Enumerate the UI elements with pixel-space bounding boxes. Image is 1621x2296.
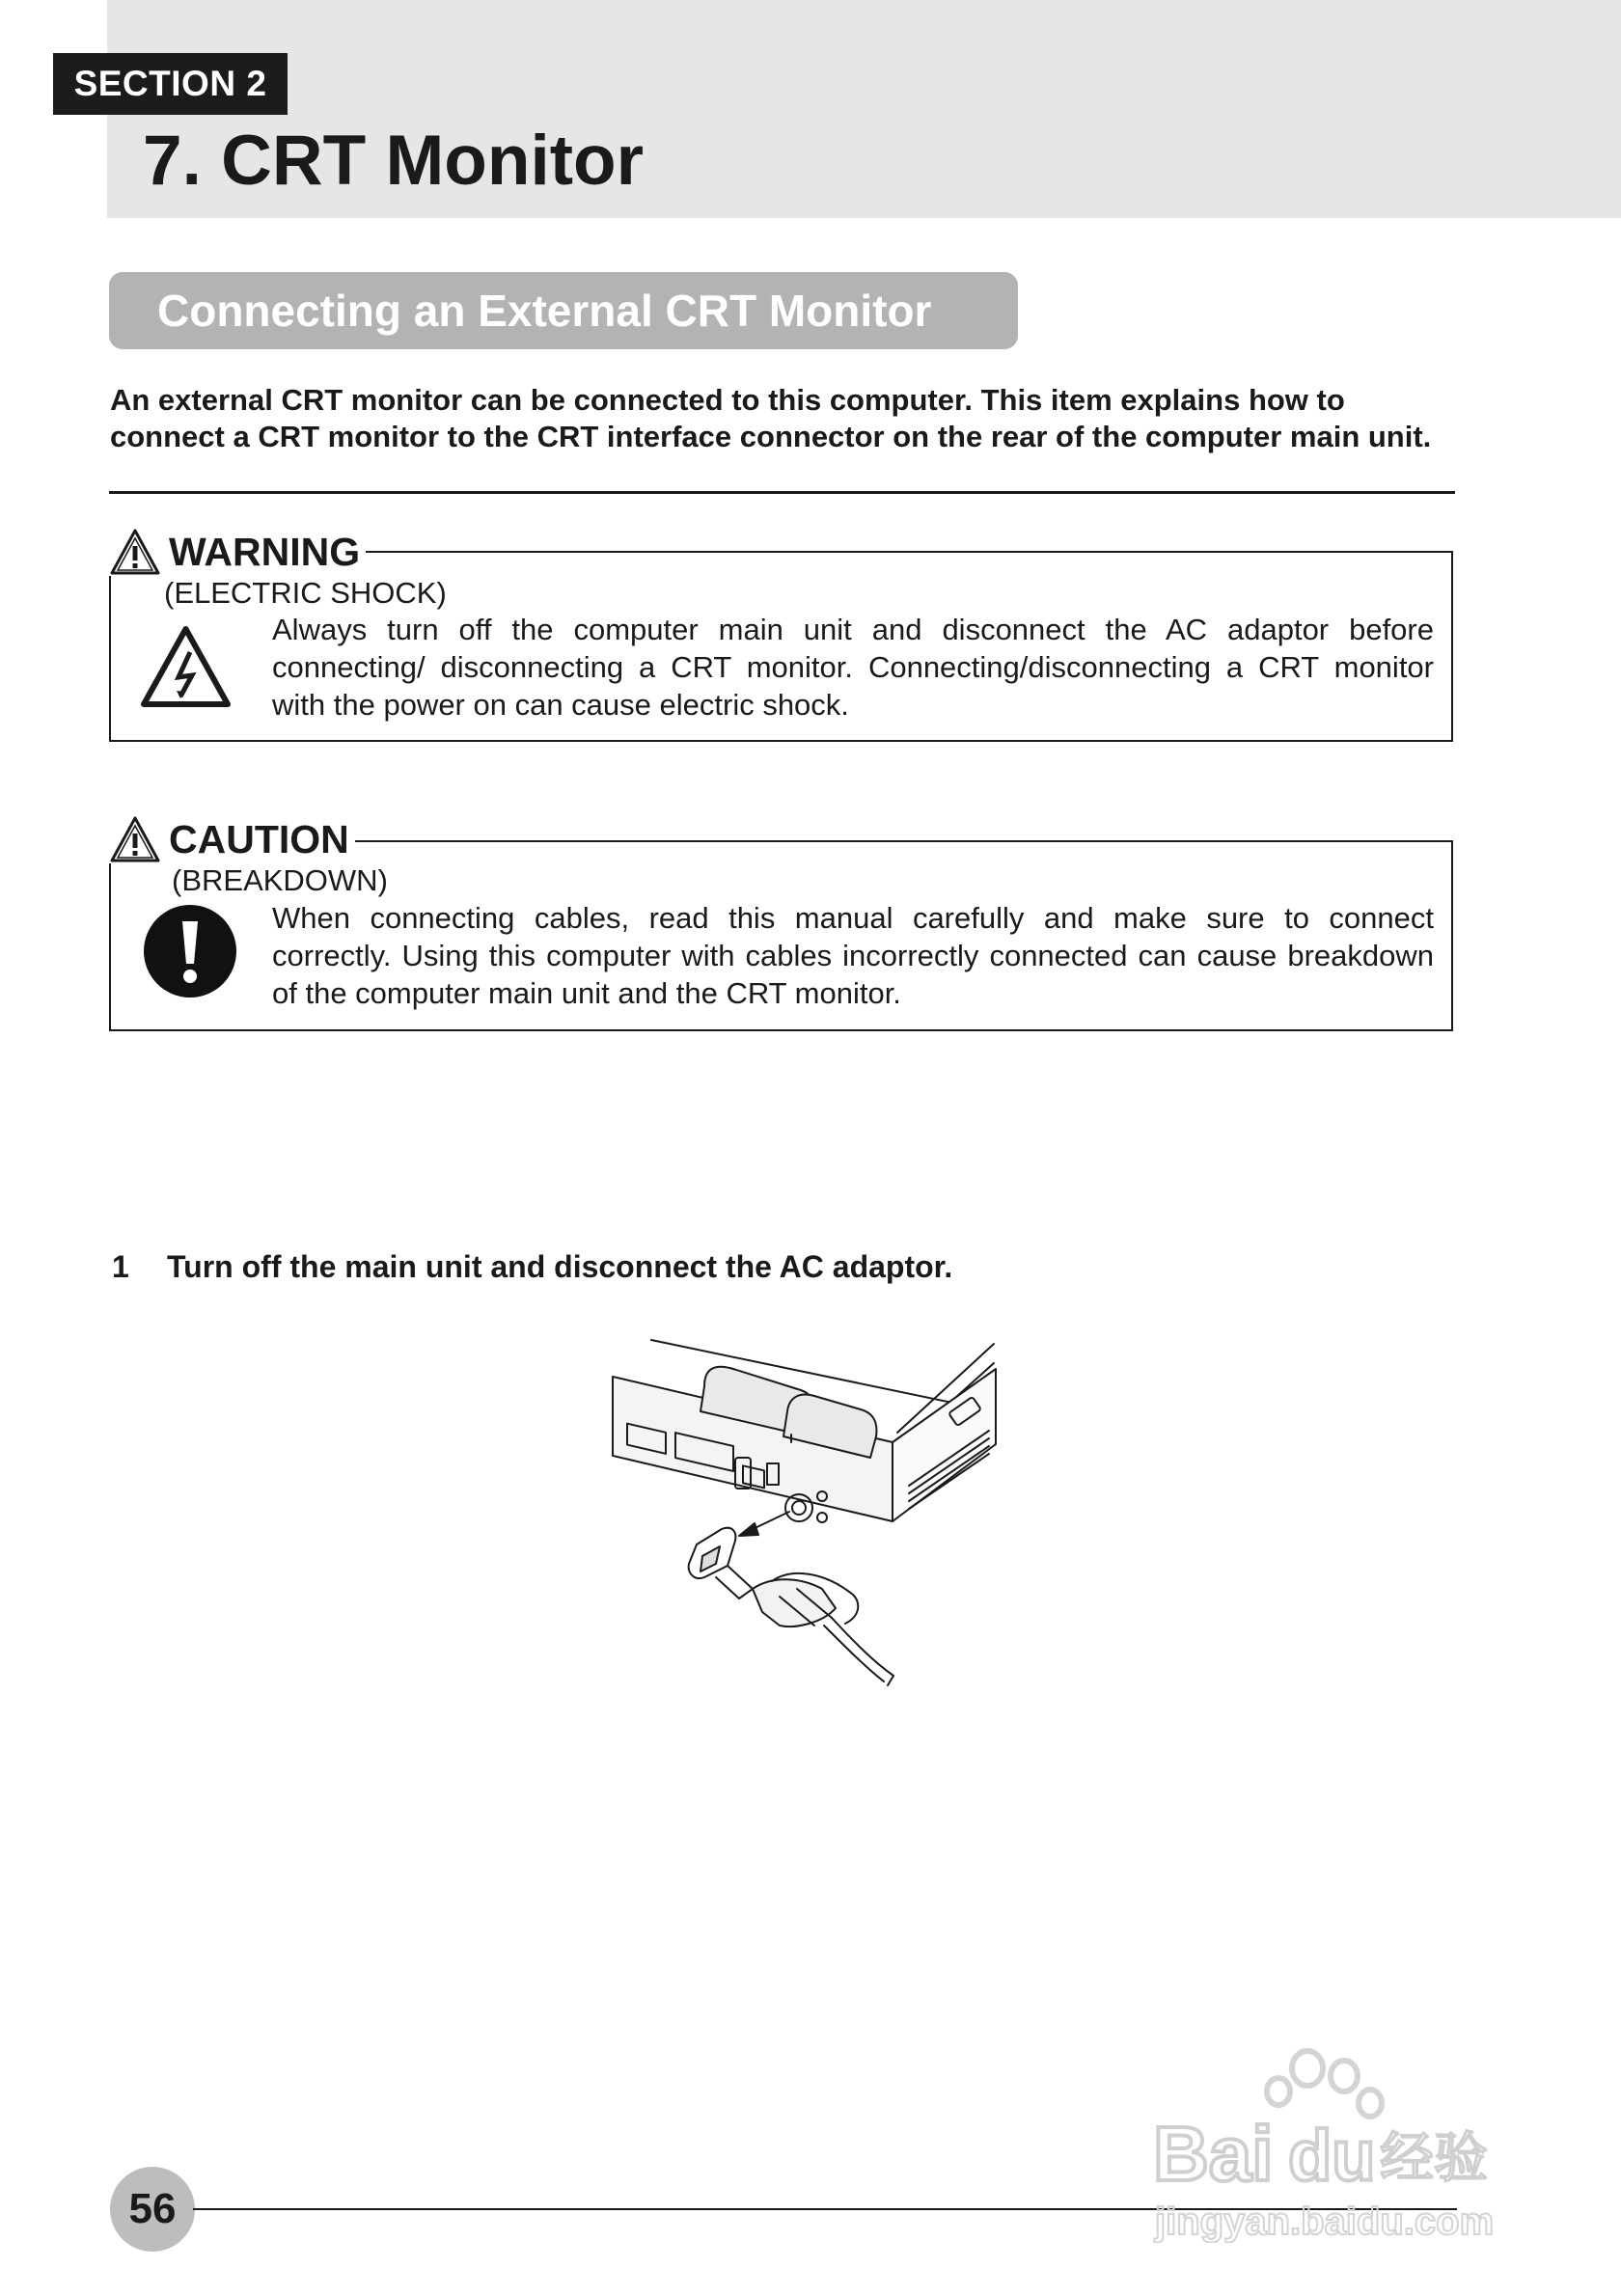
subheading <box>109 272 1018 349</box>
warning-title: WARNING <box>169 529 361 574</box>
svg-text:经验: 经验 <box>1380 2127 1488 2190</box>
svg-text:jingyan.baidu.com: jingyan.baidu.com <box>1155 2200 1495 2243</box>
divider <box>109 491 1455 494</box>
caution-title: CAUTION <box>169 816 349 861</box>
step-number: 1 <box>112 1249 129 1284</box>
section-label: SECTION 2 <box>53 53 288 115</box>
warning-triangle-icon <box>109 528 161 576</box>
baidu-watermark-logo <box>1143 2045 1529 2243</box>
step-text: Turn off the main unit and disconnect the AC adaptor. <box>167 1249 953 1284</box>
page-number: 56 <box>110 2167 195 2252</box>
warning-subtitle: (ELECTRIC SHOCK) <box>164 576 447 610</box>
svg-text:Bai: Bai <box>1153 2111 1274 2197</box>
caution-header <box>109 815 355 863</box>
intro-paragraph: An external CRT monitor can be connected to this computer. This item explains how to connect a CRT monitor to the CRT interface connector on the rear of the computer main unit. <box>110 383 1432 453</box>
warning-text: Always turn off the computer main unit and disconnect the AC adaptor before connecting/ disconnecting a CRT monitor. Connecting/disconnecting a CRT monitor with the power on can cause electric shock. <box>272 613 1434 722</box>
warning-header <box>109 528 366 576</box>
subheading-text: Connecting an External CRT Monitor <box>157 286 932 336</box>
computer-rear-illustration <box>608 1336 999 1693</box>
caution-text: When connecting cables, read this manual carefully and make sure to connect correctly. Using this computer with cables incorrectly connected can cause breakdown of the computer main unit and the CRT monitor. <box>272 901 1434 1010</box>
svg-text:du: du <box>1288 2116 1376 2196</box>
electric-shock-icon <box>140 625 232 708</box>
caution-triangle-icon <box>109 815 161 863</box>
page-title: 7. CRT Monitor <box>143 122 645 200</box>
exclamation-circle-icon <box>143 904 237 998</box>
caution-subtitle: (BREAKDOWN) <box>172 863 388 897</box>
